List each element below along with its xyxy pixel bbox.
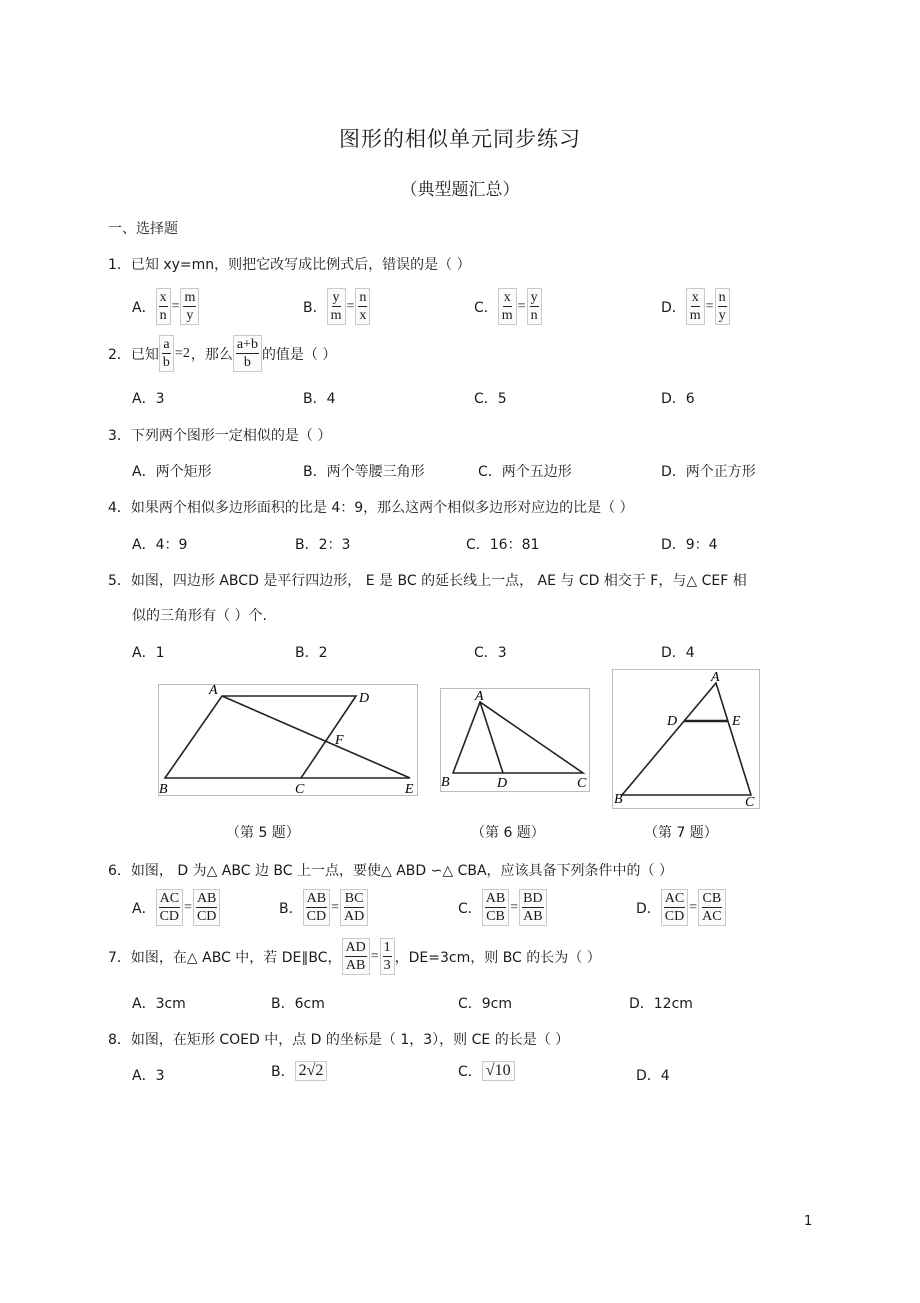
numerator: x (503, 290, 511, 305)
q8-option-a: A．3 (132, 1068, 165, 1084)
label-b: B (441, 775, 450, 790)
q7-prefix: 7．如图，在△ ABC 中，若 DE∥BC， (108, 949, 342, 966)
figure-frame (613, 670, 760, 809)
q6-option-d (636, 889, 726, 926)
denominator: CD (306, 909, 327, 924)
numerator: 1 (383, 940, 391, 955)
option-label: A． (132, 900, 156, 917)
q3-option-d: D．两个正方形 (661, 464, 756, 480)
numerator: m (184, 290, 196, 305)
label-d: D (359, 691, 370, 706)
figure-5-caption: （第 5 题） (226, 825, 300, 841)
section-heading: 一、选择题 (108, 221, 178, 237)
label-a: A (711, 670, 720, 685)
equals-value: =2 (174, 345, 190, 361)
q1-option-b (303, 288, 370, 325)
figure-frame (159, 685, 418, 796)
fraction (340, 889, 368, 926)
q1-option-a (132, 288, 199, 325)
denominator: 3 (383, 958, 391, 973)
q7-suffix: ，DE=3cm，则 BC 的长为（ ） (394, 949, 601, 966)
numerator: y (530, 290, 538, 305)
fraction (698, 889, 725, 926)
label-d: D (497, 776, 508, 791)
denominator: b (243, 355, 251, 370)
option-label: C． (474, 299, 498, 316)
denominator: b (162, 355, 170, 370)
denominator: AC (702, 909, 722, 924)
figure-7-caption: （第 7 题） (644, 825, 718, 841)
label-e: E (732, 714, 741, 729)
fraction (482, 889, 509, 926)
triangle-abc (453, 702, 583, 773)
q5-option-b: B．2 (295, 645, 328, 661)
q2-stem (108, 335, 336, 372)
label-a: A (209, 684, 218, 698)
q8-option-d: D．4 (636, 1068, 670, 1084)
q7-option-c: C．9cm (458, 996, 513, 1012)
q1-stem: 1．已知 xy=mn，则把它改写成比例式后，错误的是（ ） (108, 257, 471, 273)
numerator: y (332, 290, 340, 305)
option-label: B． (279, 900, 303, 917)
q6-option-b (279, 889, 368, 926)
label-b: B (159, 782, 168, 796)
numerator: CB (702, 891, 722, 906)
denominator: CD (196, 909, 217, 924)
denominator: m (330, 308, 342, 323)
fraction (519, 889, 546, 926)
q5-stem-line1: 5．如图，四边形 ABCD 是平行四边形， E 是 BC 的延长线上一点， AE 与 CD 相交于 F，与△ CEF 相 (108, 573, 747, 589)
q8-option-c (458, 1061, 515, 1081)
numerator: BC (344, 891, 364, 906)
q3-option-b: B．两个等腰三角形 (303, 464, 425, 480)
denominator: m (501, 308, 513, 323)
numerator: x (691, 290, 699, 305)
q6-stem: 6．如图， D 为△ ABC 边 BC 上一点，要使△ ABD ∽△ CBA，应该具备下列条件中的（ ） (108, 863, 673, 879)
q5-option-a: A．1 (132, 645, 165, 661)
fraction (156, 889, 183, 926)
parallelogram-abcd (165, 696, 356, 778)
denominator: AB (345, 958, 366, 973)
numerator: AB (306, 891, 327, 906)
denominator: CB (486, 909, 505, 924)
option-label: D． (661, 299, 686, 316)
page-title: 图形的相似单元同步练习 (339, 127, 581, 151)
q4-option-c: C．16：81 (466, 537, 540, 553)
label-f: F (335, 733, 344, 748)
fraction (380, 938, 395, 975)
label-c: C (295, 782, 305, 796)
option-label: A． (132, 299, 156, 316)
figure-6 (440, 688, 590, 792)
fraction (661, 889, 688, 926)
q1-option-c (474, 288, 542, 325)
radical-expression: 2√2 (295, 1061, 328, 1081)
denominator: n (530, 308, 538, 323)
fraction (342, 938, 370, 975)
q5-option-c: C．3 (474, 645, 507, 661)
fraction (327, 288, 346, 325)
equals-sign: = (517, 298, 526, 314)
triangle-abc (622, 683, 751, 795)
denominator: AD (343, 909, 365, 924)
q2-option-b: B．4 (303, 391, 336, 407)
fraction (156, 288, 171, 325)
equals-sign: = (705, 298, 714, 314)
fraction (355, 288, 370, 325)
fraction (180, 288, 199, 325)
equals-sign: = (689, 899, 698, 915)
denominator: y (718, 308, 726, 323)
q4-option-d: D．9：4 (661, 537, 718, 553)
label-b: B (614, 792, 623, 807)
fraction (527, 288, 542, 325)
q3-option-a: A．两个矩形 (132, 464, 212, 480)
q4-option-b: B．2：3 (295, 537, 351, 553)
label-a: A (475, 689, 484, 704)
q6-option-c (458, 889, 547, 926)
fraction (233, 335, 262, 372)
numerator: BD (523, 891, 543, 906)
numerator: AB (196, 891, 217, 906)
denominator: x (359, 308, 367, 323)
q2-prefix: 2．已知 (108, 346, 159, 363)
fraction (159, 335, 174, 372)
segment-ae (222, 696, 410, 778)
fraction (686, 288, 705, 325)
equals-sign: = (370, 948, 379, 964)
fraction (498, 288, 517, 325)
radical-expression: √10 (482, 1061, 515, 1081)
label-c: C (745, 795, 755, 809)
denominator: AB (523, 909, 543, 924)
option-label: B． (271, 1064, 295, 1080)
option-label: C． (458, 900, 482, 917)
option-label: B． (303, 299, 327, 316)
q5-option-d: D．4 (661, 645, 695, 661)
q3-option-c: C．两个五边形 (478, 464, 572, 480)
denominator: CD (664, 909, 685, 924)
fraction (193, 889, 220, 926)
page-number: 1 (804, 1214, 813, 1229)
numerator: AC (159, 891, 180, 906)
q3-stem: 3．下列两个图形一定相似的是（ ） (108, 428, 332, 444)
denominator: y (186, 308, 194, 323)
equals-sign: = (346, 298, 355, 314)
numerator: AC (664, 891, 685, 906)
equals-sign: = (510, 899, 519, 915)
q1-option-d (661, 288, 730, 325)
fraction (715, 288, 730, 325)
q2-option-c: C．5 (474, 391, 507, 407)
page-subtitle: （典型题汇总） (400, 180, 520, 200)
numerator: n (359, 290, 367, 305)
q2-option-a: A．3 (132, 391, 165, 407)
numerator: AB (485, 891, 506, 906)
figure-6-caption: （第 6 题） (471, 825, 545, 841)
q6-option-a (132, 889, 220, 926)
option-label: C． (458, 1064, 482, 1080)
numerator: a+b (236, 337, 258, 352)
denominator: CD (159, 909, 180, 924)
numerator: x (159, 290, 167, 305)
label-d: D (667, 714, 678, 729)
figure-frame (441, 689, 590, 792)
figure-7 (612, 669, 760, 809)
equals-sign: = (171, 298, 180, 314)
numerator: AD (345, 940, 366, 955)
figure-5 (158, 684, 418, 796)
q4-stem: 4．如果两个相似多边形面积的比是 4：9，那么这两个相似多边形对应边的比是（ ） (108, 500, 634, 516)
q7-option-d: D．12cm (629, 996, 693, 1012)
q2-middle: ，那么 (190, 346, 233, 363)
denominator: n (159, 308, 167, 323)
q7-stem (108, 938, 601, 975)
numerator: a (163, 337, 170, 352)
option-label: D． (636, 900, 661, 917)
q8-option-b (271, 1061, 327, 1081)
denominator: m (689, 308, 701, 323)
fraction (303, 889, 330, 926)
q2-option-d: D．6 (661, 391, 695, 407)
numerator: n (718, 290, 726, 305)
q7-option-b: B．6cm (271, 996, 325, 1012)
q2-suffix: 的值是（ ） (261, 346, 337, 363)
q5-stem-line2: 似的三角形有（ ）个. (132, 608, 267, 624)
equals-sign: = (331, 899, 339, 915)
label-c: C (577, 776, 587, 791)
q8-stem: 8．如图，在矩形 COED 中，点 D 的坐标是（ 1，3），则 CE 的长是（ ） (108, 1032, 570, 1048)
q7-option-a: A．3cm (132, 996, 186, 1012)
segment-ad (480, 702, 503, 773)
equals-sign: = (184, 899, 192, 915)
label-e: E (405, 782, 414, 796)
q4-option-a: A．4：9 (132, 537, 188, 553)
